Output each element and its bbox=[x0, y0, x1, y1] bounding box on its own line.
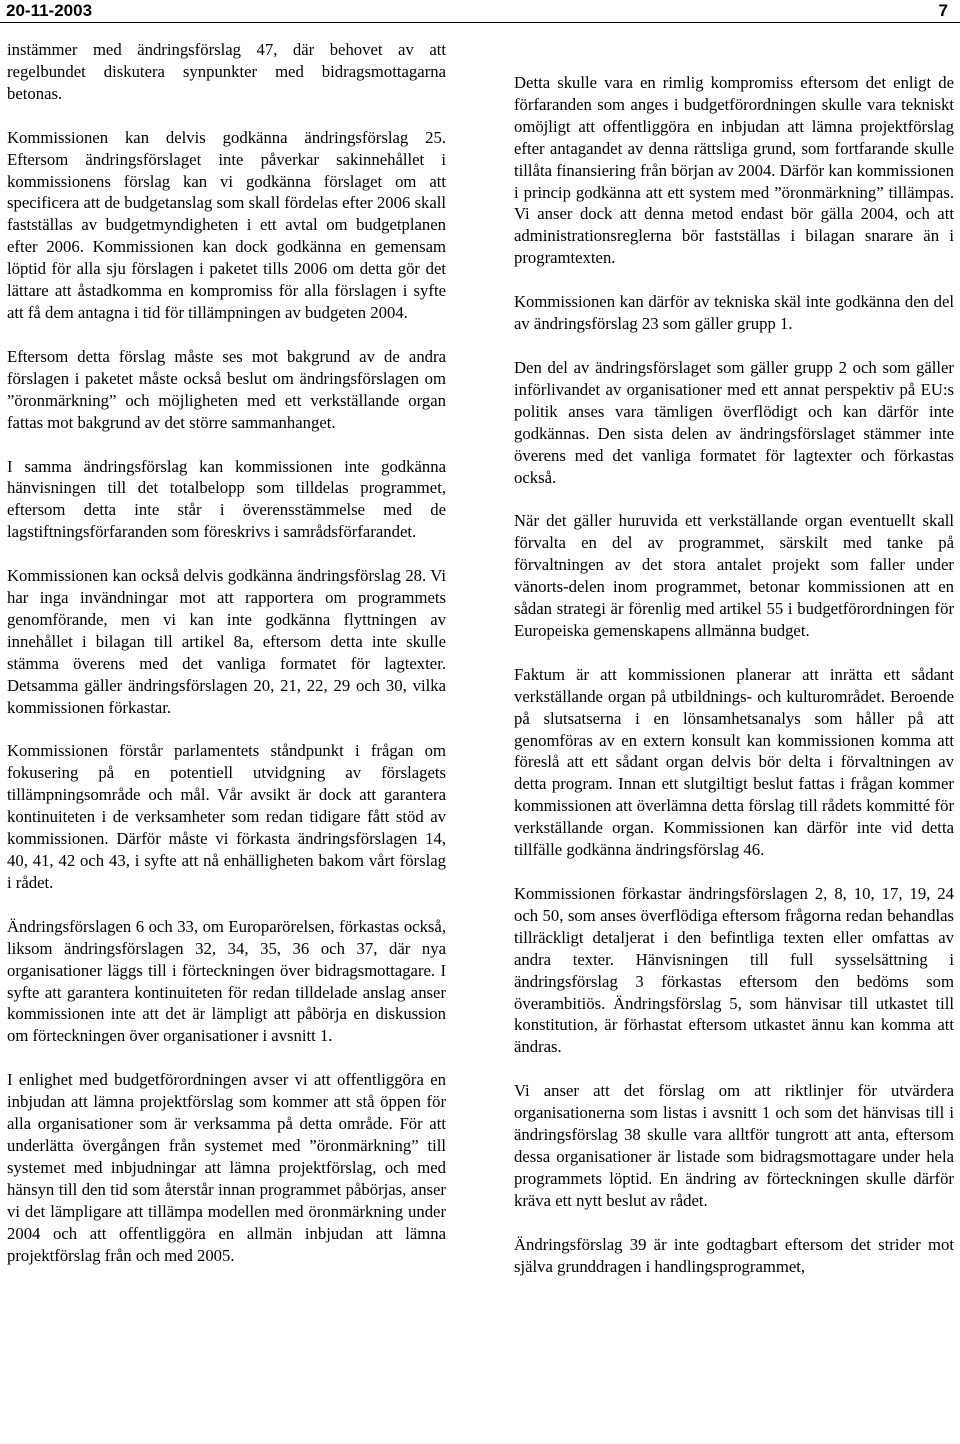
paragraph: När det gäller huruvida ett verkställande organ eventuellt skall förvalta en del av programmet, särskilt med tanke på förvaltningen av det stora antalet projekt som faller under vänorts-delen inom programmet, betonar kommissionen att en sådan strategi är förenlig med artikel 55 i budgetförordningen för Europeiska gemenskapens allmänna budget. bbox=[514, 511, 954, 640]
paragraph: Faktum är att kommissionen planerar att inrätta ett sådant verkställande organ på utbildnings- och kulturområdet. Beroende på slutsatserna i en lönsamhetsanalys som håller på att genomföras av en extern konsult kan kommissionen komma att föreslå att ett sådant organ delvis bör delta i förvaltningen av detta program. Innan ett slutgiltigt beslut fattas i frågan kommer kommissionen att överlämna detta förslag till rådets kommitté för verkställande organ. Kommissionen kan därför inte vid detta tillfälle godkänna ändringsförslag 46. bbox=[514, 664, 954, 860]
paragraph: I enlighet med budgetförordningen avser vi att offentliggöra en inbjudan att lämna projektförslag som kommer att stå öppen för alla organisationer som är verksamma på detta område. För att underlätta övergången från systemet med ”öronmärkning” till systemet med inbjudningar att lämna projektförslag, och med hänsyn till den tid som återstår innan programmet påbörjas, anser vi det lämpligare att tillämpa modellen med öronmärkning under 2004 och att offentliggöra en allmän inbjudan att lämna projektförslag från och med 2005. bbox=[7, 1070, 446, 1265]
paragraph: Den del av ändringsförslaget som gäller grupp 2 och som gäller införlivandet av organisationer med ett annat perspektiv på EU:s politik anses vara tämligen överflödigt och kan därför inte godkännas. Den sista delen av ändringsförslaget stämmer inte överens med det vanliga formatet för lagtexter och förkastas också. bbox=[514, 357, 954, 487]
paragraph: Ändringsförslag 39 är inte godtagbart eftersom det strider mot själva grunddragen i handlingsprogrammet, bbox=[514, 1234, 954, 1276]
paragraph: Kommissionen kan delvis godkänna ändringsförslag 25. Eftersom ändringsförslaget inte påverkar sakinnehållet i kommissionens förslag kan vi godkänna förslaget om att specificera att de budgetanslag som skall fördelas efter 2006 skall fastställas av budgetmyndigheten i ett avtal om budgetplanen efter 2006. Kommissionen kan dock godkänna en gemensam löptid för alla sju förslagen i paketet tills 2006 om detta gör det lättare att åstadkomma en kompromiss för alla förslagen i syfte att få dem antagna i tid för tillämpningen av budgeten 2004. bbox=[7, 127, 446, 322]
paragraph: Kommissionen förkastar ändringsförslagen 2, 8, 10, 17, 19, 24 och 50, som anses överflödiga eftersom frågorna redan behandlas tillräckligt detaljerat i den befintliga texten eller omfattas av andra texter. Hänvisningen till full sysselsättning i ändringsförslag 3 förkastas eftersom den bedöms som överambitiös. Ändringsförslag 5, som hänvisar till utkastet till konstitution, är förhastat eftersom utkastet ännu kan komma att ändras. bbox=[514, 884, 954, 1057]
paragraph: Eftersom detta förslag måste ses mot bakgrund av de andra förslagen i paketet måste också beslut om ändringsförslagen om ”öronmärkning” och möjligheten med ett verkställande organ fattas mot bakgrund av det större sammanhanget. bbox=[7, 346, 446, 432]
paragraph: I samma ändringsförslag kan kommissionen inte godkänna hänvisningen till det totalbelopp som tilldelas programmet, eftersom detta inte står i överensstämmelse med de lagstiftningsförfaranden som föreskrivs i samrådsförfarandet. bbox=[7, 456, 446, 542]
paragraph: Kommissionen förstår parlamentets ståndpunkt i frågan om fokusering på en potentiell utvidgning av förslagets tillämpningsområde och mål. Vår avsikt är dock att garantera kontinuiteten i de verksamheter som redan tidigare fått stöd av kommissionen. Därför måste vi förkasta ändringsförslagen 14, 40, 41, 42 och 43, i syfte att nå enhälligheten bakom vårt förslag i rådet. bbox=[7, 741, 446, 892]
paragraph: Vi anser att det förslag om att riktlinjer för utvärdera organisationerna som listas i avsnitt 1 och som det hänvisas till i ändringsförslag 38 skulle vara alltför tungrott att anta, eftersom dessa organisationer är listade som bidragsmottagare under hela programmets löptid. En ändring av förteckningen skulle därför kräva ett nytt beslut av rådet. bbox=[514, 1081, 954, 1210]
paragraph: Detta skulle vara en rimlig kompromiss eftersom det enligt de förfaranden som anges i budgetförordningen skulle vara tekniskt omöjligt att offentliggöra en inbjudan att lämna projektförslag efter antagandet av denna rättsliga grund, som fortfarande skulle tillåta finansiering från början av 2004. Därför kan kommissionen i princip godkänna att ett system med ”öronmärkning” tillämpas. Vi anser dock att denna metod endast bör gälla 2004, och att administrationsreglerna bör fastställas i bilagan snarare än i programtexten. bbox=[514, 73, 954, 268]
paragraph: Kommissionen kan också delvis godkänna ändringsförslag 28. Vi har inga invändningar mot att rapportera om programmets genomförande, men vi kan inte godkänna flyttningen av innehållet i bilagan till artikel 8a, eftersom detta inte skulle stämma överens med det vanliga formatet för lagtexter. Detsamma gäller ändringsförslagen 20, 21, 22, 29 och 30, vilka kommissionen förkastar. bbox=[7, 566, 446, 717]
header-date: 20-11-2003 bbox=[6, 1, 93, 20]
paragraph: Ändringsförslagen 6 och 33, om Europarörelsen, förkastas också, liksom ändringsförslagen 32, 34, 35, 36 och 37, där nya organisationer läggs till i förteckningen över bidragsmottagare. I syfte att garantera kontinuiteten för redan tilldelade anslag anser kommissionen inte att det är lämpligt att påbörja en diskussion om förteckningen över organisationer i avsnitt 1. bbox=[7, 916, 446, 1046]
paragraph: instämmer med ändringsförslag 47, där behovet av att regelbundet diskutera synpunkter med bidragsmottagarna betonas. bbox=[7, 40, 446, 103]
left-column bbox=[7, 39, 446, 1266]
right-column bbox=[514, 72, 954, 1278]
page-header bbox=[0, 0, 960, 23]
paragraph: Kommissionen kan därför av tekniska skäl inte godkänna den del av ändringsförslag 23 som gäller grupp 1. bbox=[514, 292, 954, 334]
page-number: 7 bbox=[938, 1, 948, 20]
